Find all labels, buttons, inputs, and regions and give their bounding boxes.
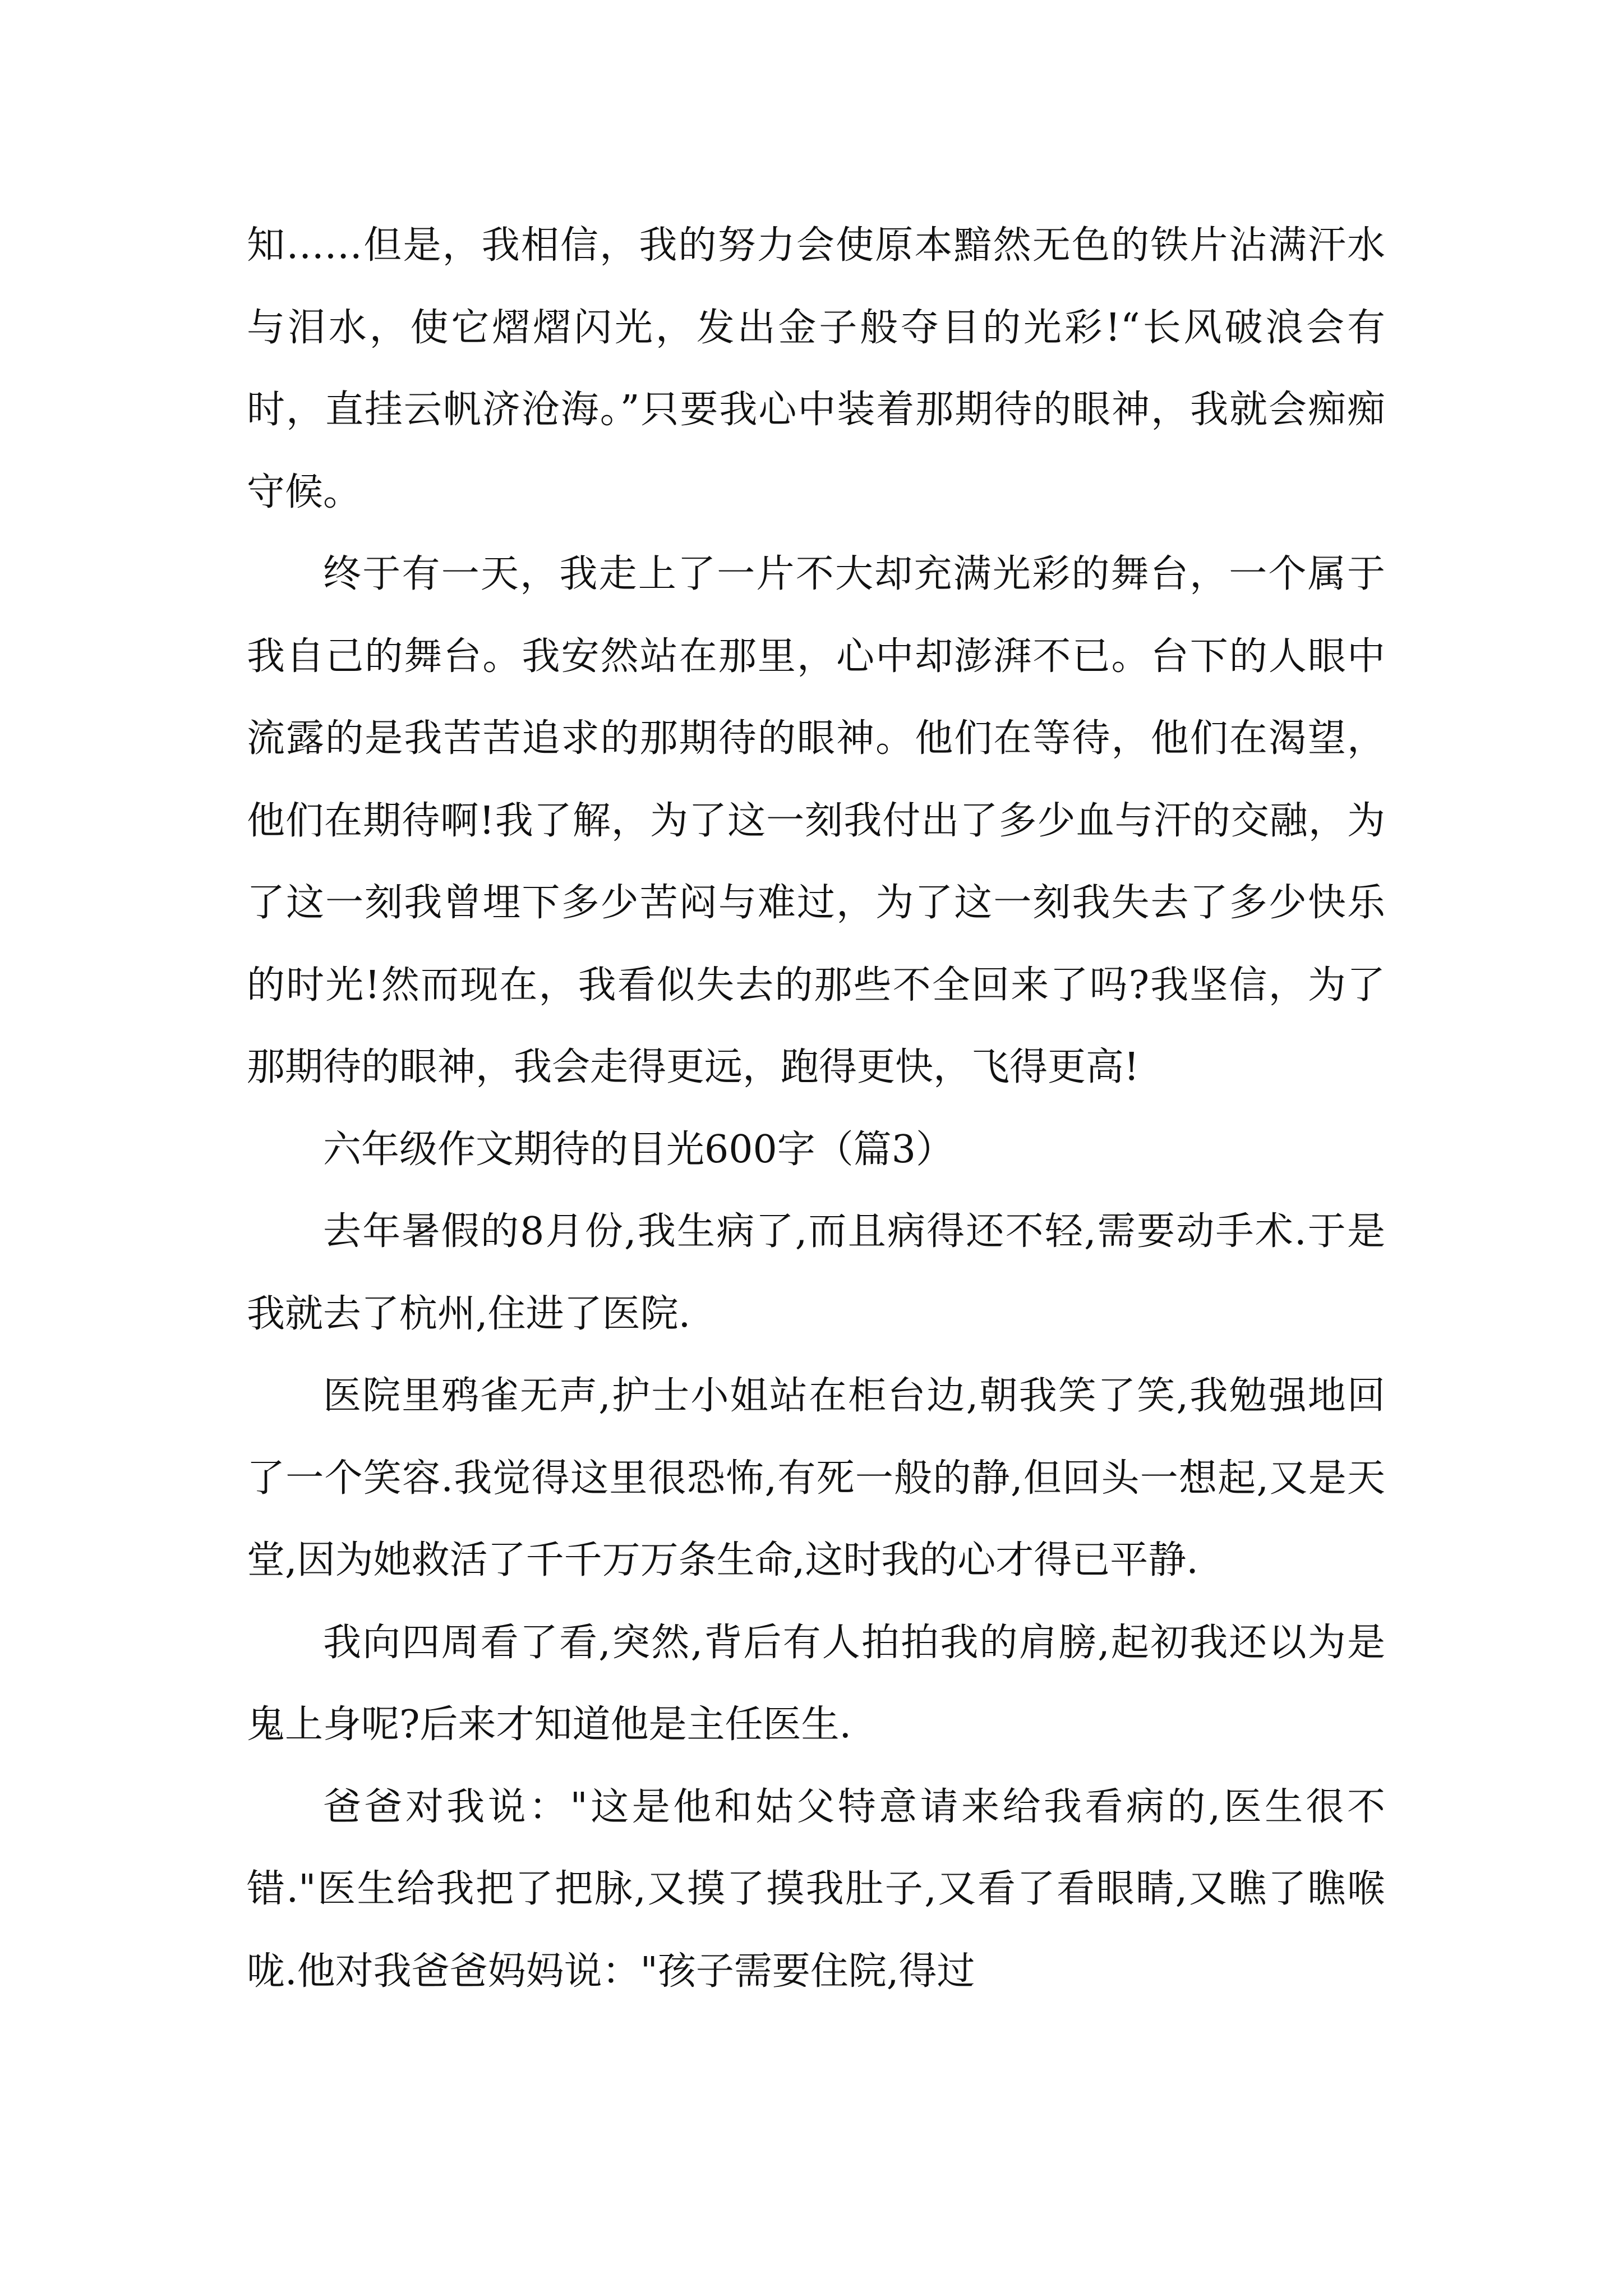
- paragraph-father: 爸爸对我说："这是他和姑父特意请来给我看病的,医生很不错."医生给我把了把脉,又摸了摸我肚子,又看了看眼睛,又瞧了瞧喉咙.他对我爸爸妈妈说："孩子需要住院,得过: [247, 1784, 1385, 1994]
- paragraph-illness: 去年暑假的8月份,我生病了,而且病得还不轻,需要动手术.于是我就去了杭州,住进了医院.: [247, 1209, 1385, 1336]
- paragraph-stage: 终于有一天，我走上了一片不大却充满光彩的舞台，一个属于我自己的舞台。我安然站在那里，心中却澎湃不已。台下的人眼中流露的是我苦苦追求的那期待的眼神。他们在等待，他们在渴望，他们在期待啊!我了解，为了这一刻我付出了多少血与汗的交融，为了这一刻我曾埋下多少苦闷与难过，为了这一刻我失去了多少快乐的时光!然而现在，我看似失去的那些不全回来了吗?我坚信，为了那期待的眼神，我会走得更远，跑得更快，飞得更高!: [247, 552, 1385, 1089]
- paragraph-hospital: 医院里鸦雀无声,护士小姐站在柜台边,朝我笑了笑,我勉强地回了一个笑容.我觉得这里很恐怖,有死一般的静,但回头一想起,又是天堂,因为她救活了千千万万条生命,这时我的心才得已平静.: [247, 1374, 1385, 1582]
- section-heading: 六年级作文期待的目光600字（篇3）: [323, 1127, 955, 1172]
- document-body: [247, 205, 1385, 2013]
- paragraph-continued: 知……但是，我相信，我的努力会使原本黯然无色的铁片沾满汗水与泪水，使它熠熠闪光，发出金子般夺目的光彩!“长风破浪会有时，直挂云帆济沧海。”只要我心中装着那期待的眼神，我就会痴痴守候。: [247, 223, 1385, 514]
- paragraph-doctor: 我向四周看了看,突然,背后有人拍拍我的肩膀,起初我还以为是鬼上身呢?后来才知道他是主任医生.: [247, 1620, 1385, 1747]
